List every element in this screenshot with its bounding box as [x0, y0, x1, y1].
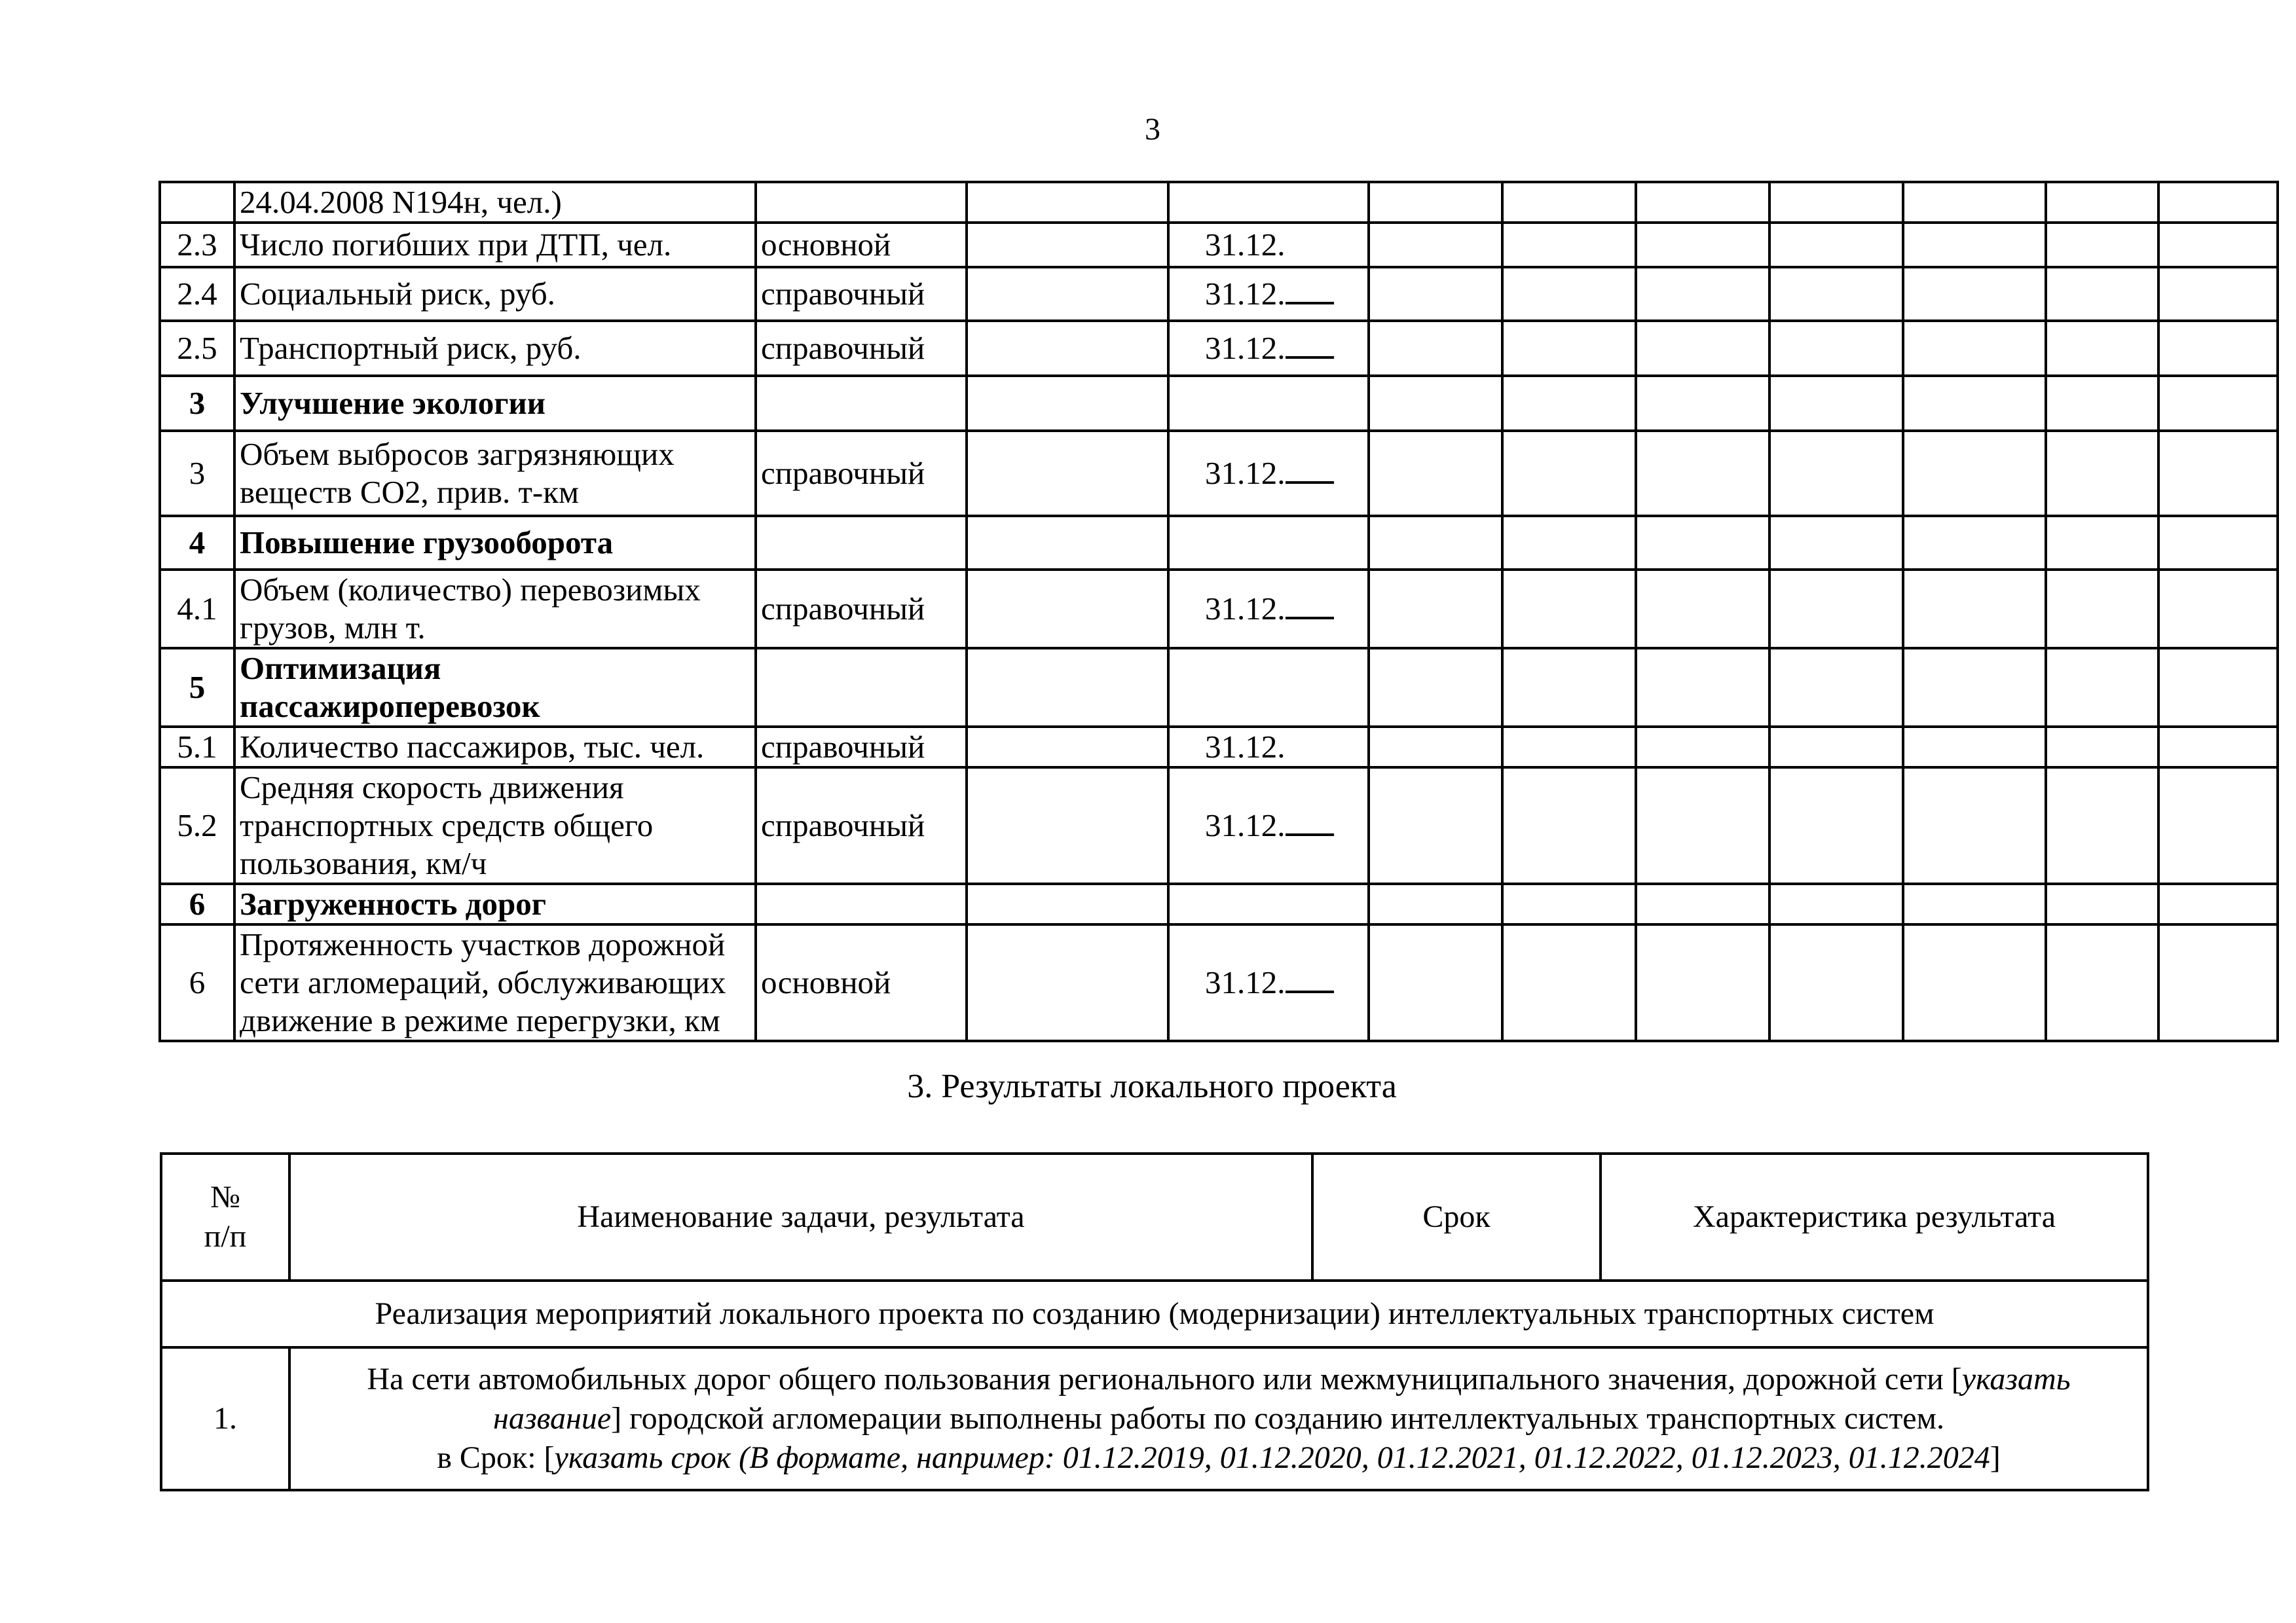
indicator-year-value: [1502, 570, 1636, 648]
indicator-name-line: Протяженность участков дорожной: [240, 926, 726, 962]
indicator-year-value: [2046, 767, 2158, 884]
indicator-year-value: [1769, 727, 1903, 767]
year-blank-line: [1286, 456, 1334, 484]
indicator-name-line: Объем (количество) перевозимых: [240, 572, 701, 608]
indicator-year-value: [1903, 727, 2046, 767]
indicator-year-value: [1769, 570, 1903, 648]
indicator-year-value: [2046, 648, 2158, 727]
indicator-year-value: [1369, 431, 1502, 516]
indicator-year-value: [1636, 431, 1769, 516]
indicator-name-line: Объем выбросов загрязняющих: [240, 436, 675, 472]
indicator-number: 3: [160, 431, 234, 516]
indicator-name: [234, 570, 756, 648]
indicator-date-text: 31.12.: [1205, 807, 1286, 843]
section-row: [160, 516, 2278, 570]
header-characteristic: Характеристика результата: [1601, 1154, 2148, 1281]
indicator-year-value: [2158, 376, 2278, 431]
indicator-year-value: [1903, 648, 2046, 727]
section-row: [160, 376, 2278, 431]
indicator-year-value: [2158, 223, 2278, 267]
indicator-year-value: [1636, 267, 1769, 321]
indicator-number: 2.5: [160, 321, 234, 376]
indicator-year-value: [1369, 182, 1502, 223]
item-line-3-text: в Срок: [: [437, 1440, 555, 1475]
indicator-base-value: [967, 924, 1168, 1041]
indicator-date-text: 31.12.: [1205, 729, 1286, 765]
indicator-name-line: Повышение грузооборота: [240, 524, 614, 560]
indicator-year-value: [1769, 924, 1903, 1041]
indicator-name-line: Число погибших при ДТП, чел.: [240, 227, 672, 263]
indicator-year-value: [1369, 727, 1502, 767]
indicator-base-value: [967, 321, 1168, 376]
header-num-line2: п/п: [204, 1219, 247, 1254]
indicator-year-value: [2158, 648, 2278, 727]
indicator-year-value: [1502, 767, 1636, 884]
indicator-date: [1168, 267, 1369, 321]
indicator-type: справочный: [756, 431, 967, 516]
item-line-1-placeholder: указать: [1961, 1362, 2071, 1396]
item-num: 1.: [161, 1347, 289, 1490]
indicators-table-body: [160, 182, 2278, 1041]
indicator-name-line: пассажироперевозок: [240, 688, 540, 724]
year-blank-line: [1286, 331, 1334, 359]
indicator-year-value: [1769, 431, 1903, 516]
indicator-year-value: [2046, 223, 2158, 267]
indicator-year-value: [1636, 570, 1769, 648]
header-name: Наименование задачи, результата: [289, 1154, 1312, 1281]
indicator-year-value: [2046, 924, 2158, 1041]
indicator-row: [160, 223, 2278, 267]
indicator-name: [234, 516, 756, 570]
indicator-base-value: [967, 223, 1168, 267]
indicator-name-line: Средняя скорость движения: [240, 769, 624, 805]
indicator-name: [234, 321, 756, 376]
indicator-name: [234, 727, 756, 767]
indicator-number: [160, 182, 234, 223]
indicator-name-line: движение в режиме перегрузки, км: [240, 1002, 720, 1038]
indicator-number: 3: [160, 376, 234, 431]
header-num: [161, 1154, 289, 1281]
indicator-year-value: [1369, 884, 1502, 924]
indicator-year-value: [2046, 727, 2158, 767]
indicator-year-value: [2046, 570, 2158, 648]
indicator-year-value: [1636, 924, 1769, 1041]
indicator-year-value: [1903, 924, 2046, 1041]
indicator-year-value: [1903, 267, 2046, 321]
indicator-date: [1168, 321, 1369, 376]
indicator-date: [1168, 516, 1369, 570]
indicator-name-line: грузов, млн т.: [240, 610, 426, 646]
indicator-name-line: веществ СО2, прив. т-км: [240, 474, 580, 510]
indicator-base-value: [967, 516, 1168, 570]
indicator-name: [234, 267, 756, 321]
indicator-date-text: 31.12.: [1205, 964, 1286, 1000]
indicator-year-value: [2158, 321, 2278, 376]
indicator-year-value: [2158, 431, 2278, 516]
indicator-base-value: [967, 727, 1168, 767]
indicator-row: [160, 727, 2278, 767]
indicator-type: основной: [756, 223, 967, 267]
indicator-date: [1168, 648, 1369, 727]
indicator-year-value: [1502, 267, 1636, 321]
indicator-year-value: [2046, 431, 2158, 516]
indicator-year-value: [1636, 767, 1769, 884]
indicator-name: [234, 182, 756, 223]
indicator-row: [160, 924, 2278, 1041]
indicator-year-value: [2158, 570, 2278, 648]
indicator-year-value: [1636, 182, 1769, 223]
indicator-date: [1168, 431, 1369, 516]
indicator-year-value: [1502, 648, 1636, 727]
indicator-name-line: Загруженность дорог: [240, 886, 546, 922]
indicator-type: основной: [756, 924, 967, 1041]
indicator-year-value: [1769, 767, 1903, 884]
year-blank-line: [1286, 592, 1334, 619]
indicator-date-text: 31.12.: [1205, 591, 1286, 627]
indicator-date-text: 31.12.: [1205, 330, 1286, 366]
indicator-year-value: [1636, 648, 1769, 727]
indicator-year-value: [2046, 182, 2158, 223]
item-line-2: [296, 1399, 2141, 1438]
indicator-date: [1168, 570, 1369, 648]
indicator-year-value: [1903, 223, 2046, 267]
indicator-number: 5.1: [160, 727, 234, 767]
indicator-base-value: [967, 767, 1168, 884]
indicator-name: [234, 767, 756, 884]
indicator-type: справочный: [756, 321, 967, 376]
indicator-year-value: [1636, 321, 1769, 376]
indicator-year-value: [1903, 376, 2046, 431]
indicator-row: [160, 767, 2278, 884]
indicator-year-value: [1369, 321, 1502, 376]
indicator-base-value: [967, 884, 1168, 924]
indicator-year-value: [2046, 321, 2158, 376]
indicator-year-value: [1769, 223, 1903, 267]
indicator-year-value: [2046, 884, 2158, 924]
indicator-year-value: [1903, 182, 2046, 223]
indicator-year-value: [1903, 516, 2046, 570]
indicator-type: справочный: [756, 767, 967, 884]
indicator-base-value: [967, 182, 1168, 223]
results-item-row: [161, 1347, 2148, 1490]
indicator-year-value: [1369, 516, 1502, 570]
indicator-row: [160, 431, 2278, 516]
indicator-row: [160, 570, 2278, 648]
indicator-date: [1168, 767, 1369, 884]
group-title: Реализация мероприятий локального проекта по созданию (модернизации) интеллектуальных транспортных систем: [161, 1281, 2148, 1347]
indicator-year-value: [1903, 321, 2046, 376]
indicator-name: [234, 376, 756, 431]
item-line-2-placeholder: название: [493, 1401, 612, 1436]
indicator-year-value: [2158, 884, 2278, 924]
indicator-year-value: [1769, 648, 1903, 727]
indicator-year-value: [1369, 570, 1502, 648]
indicator-year-value: [1502, 376, 1636, 431]
indicator-name-line: Улучшение экологии: [240, 385, 546, 421]
item-description: [289, 1347, 2148, 1490]
indicator-date: [1168, 182, 1369, 223]
indicator-year-value: [1769, 182, 1903, 223]
indicator-year-value: [1769, 516, 1903, 570]
indicator-year-value: [1769, 884, 1903, 924]
indicator-year-value: [2046, 267, 2158, 321]
item-line-3: [296, 1438, 2141, 1478]
indicators-table: [158, 181, 2279, 1042]
indicator-year-value: [2158, 767, 2278, 884]
indicator-number: 4.1: [160, 570, 234, 648]
indicator-type: справочный: [756, 570, 967, 648]
indicator-name: [234, 223, 756, 267]
indicator-year-value: [2158, 267, 2278, 321]
indicator-date-text: 31.12.: [1205, 455, 1286, 491]
indicator-year-value: [1502, 516, 1636, 570]
indicator-year-value: [2046, 516, 2158, 570]
section-row: [160, 648, 2278, 727]
indicator-year-value: [1502, 182, 1636, 223]
indicator-year-value: [2046, 376, 2158, 431]
indicator-row: [160, 267, 2278, 321]
indicator-type: [756, 182, 967, 223]
indicator-year-value: [1369, 267, 1502, 321]
header-num-line1: №: [210, 1180, 240, 1214]
indicator-number: 5.2: [160, 767, 234, 884]
indicator-year-value: [1769, 321, 1903, 376]
indicator-year-value: [1369, 648, 1502, 727]
header-deadline: Срок: [1312, 1154, 1601, 1281]
indicator-type: [756, 376, 967, 431]
indicator-name: [234, 884, 756, 924]
year-blank-line: [1286, 809, 1334, 836]
indicator-name: [234, 648, 756, 727]
indicator-year-value: [1369, 376, 1502, 431]
year-blank-line: [1286, 277, 1334, 304]
indicator-name-line: Оптимизация: [240, 650, 441, 686]
indicator-year-value: [1903, 570, 2046, 648]
indicator-number: 4: [160, 516, 234, 570]
indicator-year-value: [1369, 767, 1502, 884]
indicator-date-text: 31.12.: [1205, 276, 1286, 312]
item-line-1: [296, 1360, 2141, 1399]
indicator-name-line: Транспортный риск, руб.: [240, 330, 582, 366]
indicator-number: 2.4: [160, 267, 234, 321]
indicator-date: [1168, 884, 1369, 924]
indicator-name-line: Количество пассажиров, тыс. чел.: [240, 729, 705, 765]
indicator-year-value: [1369, 223, 1502, 267]
indicator-base-value: [967, 570, 1168, 648]
indicator-base-value: [967, 267, 1168, 321]
indicator-year-value: [1502, 884, 1636, 924]
indicator-number: 2.3: [160, 223, 234, 267]
indicator-name-line: сети агломераций, обслуживающих: [240, 964, 726, 1000]
results-header-row: [161, 1154, 2148, 1281]
section-row: [160, 884, 2278, 924]
indicator-year-value: [1636, 376, 1769, 431]
indicator-name-line: транспортных средств общего: [240, 807, 654, 843]
indicator-year-value: [1636, 516, 1769, 570]
indicator-type: [756, 516, 967, 570]
indicator-year-value: [1369, 924, 1502, 1041]
item-line-3-placeholder: указать срок (В формате, например: 01.12.2019, 01.12.2020, 01.12.2021, 01.12.2022, 01.12.2023, 01.12.2024: [554, 1440, 1990, 1475]
results-group-row: [161, 1281, 2148, 1347]
indicator-number: 5: [160, 648, 234, 727]
indicator-year-value: [2158, 182, 2278, 223]
indicator-type: справочный: [756, 727, 967, 767]
indicator-year-value: [2158, 727, 2278, 767]
item-line-1-text: На сети автомобильных дорог общего пользования регионального или межмуниципального значения, дорожной сети [: [367, 1362, 1962, 1396]
indicator-year-value: [1903, 767, 2046, 884]
results-section-title: 3. Результаты локального проекта: [907, 1068, 1397, 1105]
indicator-name-line: пользования, км/ч: [240, 845, 487, 881]
indicator-year-value: [1502, 431, 1636, 516]
indicator-year-value: [2158, 924, 2278, 1041]
indicator-name-line: Социальный риск, руб.: [240, 276, 555, 312]
indicator-year-value: [1502, 727, 1636, 767]
indicator-type: справочный: [756, 267, 967, 321]
indicator-year-value: [1636, 727, 1769, 767]
indicator-year-value: [1903, 884, 2046, 924]
indicator-year-value: [1769, 376, 1903, 431]
indicator-date-text: 31.12.: [1205, 227, 1286, 263]
indicator-year-value: [1903, 431, 2046, 516]
indicator-base-value: [967, 648, 1168, 727]
indicator-year-value: [1636, 884, 1769, 924]
item-line-2-text: ] городской агломерации выполнены работы по созданию интеллектуальных транспортных систем.: [611, 1401, 1944, 1436]
indicator-date: [1168, 727, 1369, 767]
indicator-year-value: [1636, 223, 1769, 267]
indicator-year-value: [1502, 924, 1636, 1041]
indicator-type: [756, 648, 967, 727]
indicator-date: [1168, 376, 1369, 431]
indicator-row: [160, 321, 2278, 376]
indicator-base-value: [967, 431, 1168, 516]
indicator-row: [160, 182, 2278, 223]
indicator-number: 6: [160, 884, 234, 924]
indicator-number: 6: [160, 924, 234, 1041]
page-number: 3: [1145, 112, 1160, 147]
indicator-base-value: [967, 376, 1168, 431]
indicator-year-value: [1502, 321, 1636, 376]
item-line-3-end: ]: [1990, 1440, 2001, 1475]
indicator-year-value: [2158, 516, 2278, 570]
year-blank-line: [1286, 966, 1334, 993]
indicator-date: [1168, 223, 1369, 267]
indicator-year-value: [1769, 267, 1903, 321]
indicator-year-value: [1502, 223, 1636, 267]
indicator-name: [234, 431, 756, 516]
indicator-date: [1168, 924, 1369, 1041]
indicator-name: [234, 924, 756, 1041]
results-table: [160, 1152, 2149, 1491]
indicator-name-line: 24.04.2008 N194н, чел.): [240, 184, 562, 220]
indicator-type: [756, 884, 967, 924]
